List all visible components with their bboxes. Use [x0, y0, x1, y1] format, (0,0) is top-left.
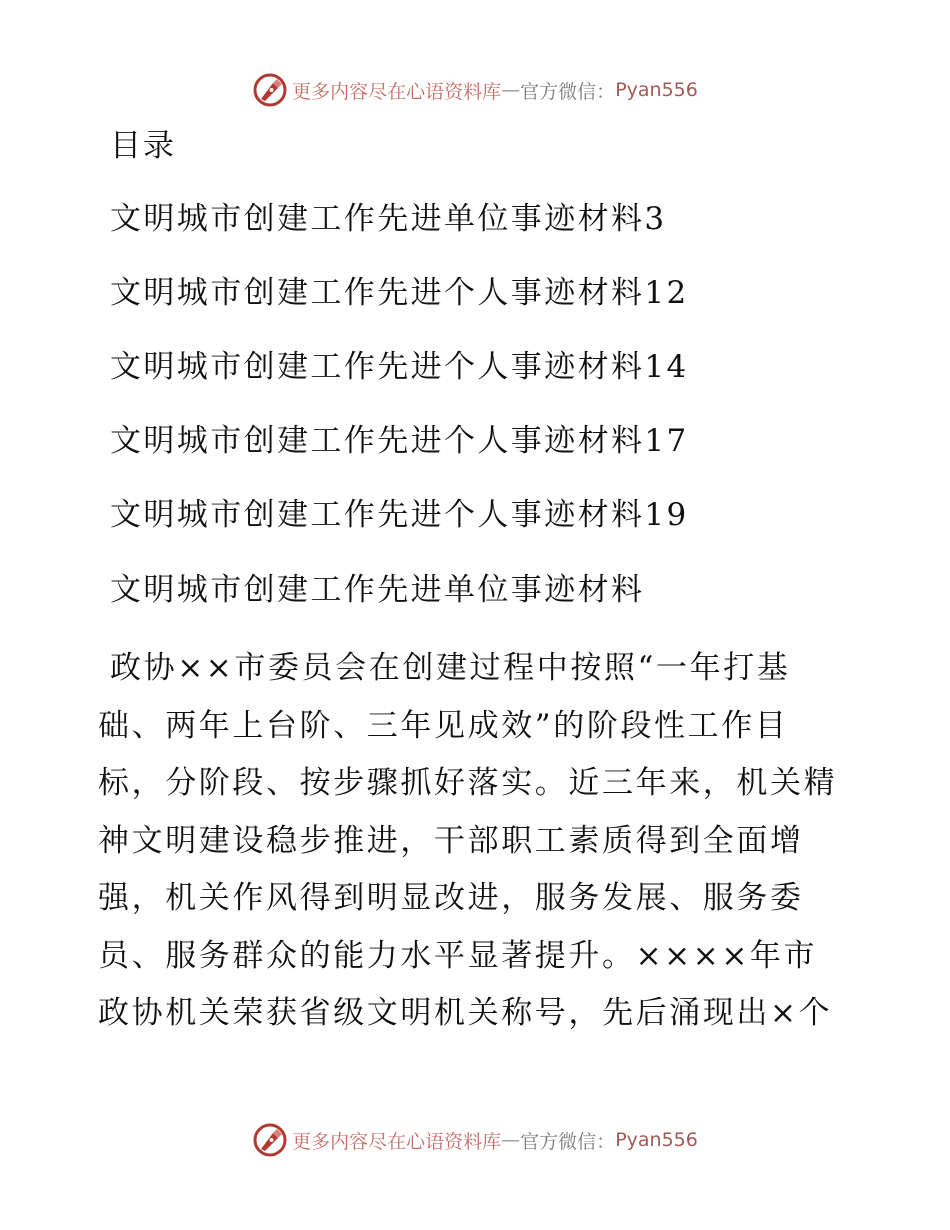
paragraph-line: 政协××市委员会在创建过程中按照“一年打基: [110, 650, 791, 686]
paragraph-line: 础、两年上台阶、三年见成效”的阶段性工作目: [98, 707, 789, 744]
banner-wechat-id: Pyan556: [615, 1129, 698, 1151]
toc-item: 文明城市创建工作先进个人事迹材料14: [110, 349, 689, 385]
toc-list: [110, 197, 689, 567]
footer-watermark-banner: [0, 1120, 950, 1160]
paragraph-line: 员、服务群众的能力水平显著提升。××××年市: [98, 937, 818, 974]
banner-dash: —: [501, 1129, 521, 1151]
pen-nib-logo-icon: [252, 1122, 288, 1158]
toc-title: 目录: [110, 128, 176, 164]
pen-nib-logo-icon: [252, 72, 288, 108]
section-heading: 文明城市创建工作先进单位事迹材料: [110, 572, 645, 608]
banner-text: 更多内容尽在心语资料库: [292, 1130, 502, 1153]
paragraph-line: 标，分阶段、按步骤抓好落实。近三年来，机关精: [98, 765, 838, 801]
toc-item: 文明城市创建工作先进个人事迹材料19: [110, 497, 689, 533]
banner-text: 更多内容尽在心语资料库: [292, 80, 502, 103]
toc-item: 文明城市创建工作先进个人事迹材料17: [110, 423, 689, 459]
banner-dash: —: [501, 79, 521, 101]
body-paragraph: [98, 640, 837, 1043]
paragraph-line: 强，机关作风得到明显改进，服务发展、服务委: [98, 880, 804, 916]
toc-item: 文明城市创建工作先进个人事迹材料12: [110, 275, 689, 311]
paragraph-line: 神文明建设稳步推进，干部职工素质得到全面增: [98, 822, 804, 859]
header-watermark-banner: [0, 70, 950, 110]
banner-official-label: 官方微信：: [520, 80, 616, 103]
paragraph-line: 政协机关荣获省级文明机关称号，先后涌现出×个: [98, 995, 833, 1031]
banner-official-label: 官方微信：: [520, 1130, 616, 1153]
toc-item: 文明城市创建工作先进单位事迹材料3: [110, 201, 667, 237]
banner-wechat-id: Pyan556: [615, 79, 698, 101]
